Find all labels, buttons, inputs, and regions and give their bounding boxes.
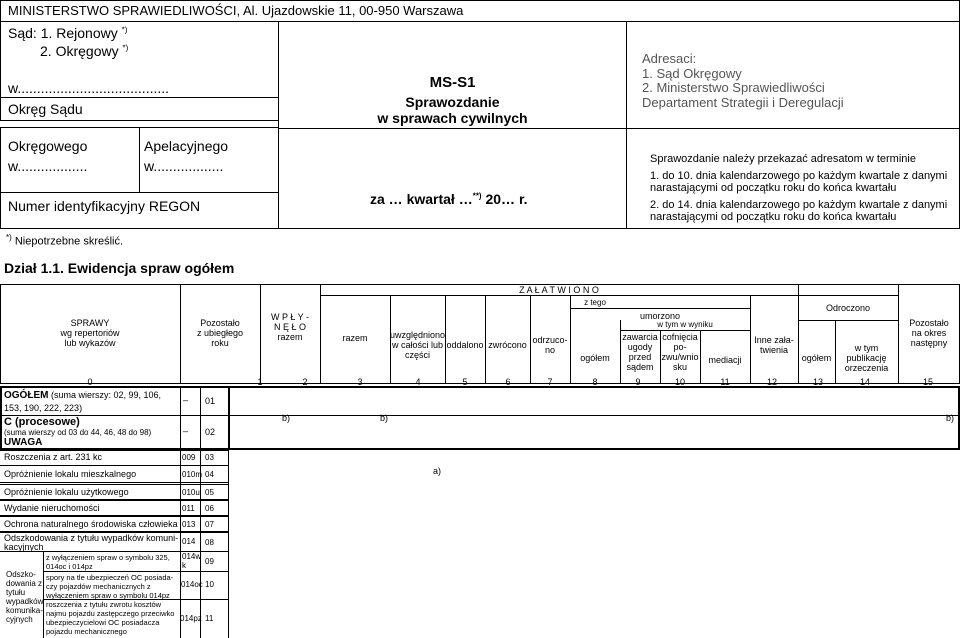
court-option-2: 2. Okręgowy *) (40, 43, 129, 59)
col-number: 4 (415, 377, 421, 387)
divider (200, 386, 201, 638)
divider (0, 450, 228, 451)
col-number: 10 (674, 377, 685, 387)
row-06-code: 011 (182, 504, 195, 513)
divider (228, 450, 229, 638)
col-number: 5 (462, 377, 468, 387)
addressee-1: 1. Sąd Okręgowy (642, 66, 742, 81)
divider (0, 192, 279, 193)
col-mediacji: mediacji (708, 355, 742, 365)
col-number: 13 (812, 377, 823, 387)
row-11-code: 014pz (180, 614, 202, 623)
row-01-label-2: 153, 190, 222, 223) (4, 403, 83, 413)
col-zalatwiono: Z A Ł A T W I O N O (519, 285, 599, 295)
divider (0, 465, 228, 466)
row-04-label: Opróżnienie lokalu mieszkalnego (4, 469, 137, 479)
col-inne: Inne zała- twienia (754, 335, 794, 355)
col-z-tego: z tego (584, 298, 606, 307)
divider (798, 284, 799, 384)
deadline-intro: Sprawozdanie należy przekazać adresatom w terminie (650, 153, 916, 165)
district-w-okregowego: w.................. (8, 158, 88, 174)
divider (0, 484, 228, 485)
form-title-1: Sprawozdanie (405, 94, 500, 110)
col-odroczono-ogolem: ogółem (801, 353, 832, 363)
form-title-2: w sprawach cywilnych (377, 110, 528, 126)
col-number: 2 (302, 377, 308, 387)
district-okregowego: Okręgowego (8, 138, 88, 154)
addressees-label: Adresaci: (642, 51, 697, 66)
col-number: 11 (720, 377, 730, 387)
period: za … kwartał …**) 20… r. (370, 191, 528, 207)
district-w-apelacyjnego: w.................. (144, 158, 224, 174)
col-number: 8 (592, 377, 598, 387)
row-03-label: Roszczenia z art. 231 kc (4, 452, 103, 462)
divider (139, 127, 140, 192)
row-02-label-2: (suma wierszy od 03 do 44, 46, 48 do 98) (4, 428, 152, 437)
col-oddalono: oddalono (446, 340, 484, 350)
col-number: 12 (766, 377, 777, 387)
divider (0, 415, 960, 416)
row-01-label: OGÓŁEM (suma wierszy: 02, 99, 106, (4, 390, 162, 401)
row-09-code: 014w k (182, 552, 202, 570)
divider (570, 308, 750, 309)
col-number: 3 (357, 377, 363, 387)
header-period-box (278, 128, 627, 229)
col-odroczono: Odroczono (825, 303, 871, 313)
mark-b-1: b) (282, 413, 291, 423)
row-07-label: Ochrona naturalnego środowiska człowieka (4, 519, 178, 529)
district-label: Okręg Sądu (8, 101, 83, 117)
form-code: MS-S1 (429, 74, 476, 91)
col-uwzglednionio: uwzględniono w całości lub części (390, 330, 446, 360)
divider (0, 516, 228, 517)
section-title: Dział 1.1. Ewidencja spraw ogółem (4, 260, 235, 276)
col-number: 7 (547, 377, 553, 387)
deadline-2a: 2. do 14. dnia kalendarzowego po każdym kwartale z danymi (650, 199, 948, 211)
row-09-num: 09 (205, 557, 214, 566)
col-umorzono: umorzono (639, 311, 681, 321)
row-02-label-3: UWAGA (4, 437, 43, 448)
divider (43, 571, 228, 572)
deadline-1b: narastającymi od początku roku do końca kwartału (650, 182, 897, 194)
row-05-label: Opróżnienie lokalu użytkowego (4, 487, 129, 497)
data-grid-frame (228, 386, 960, 450)
col-pozostalo: Pozostało z ubiegłego roku (196, 318, 244, 348)
divider (798, 320, 898, 321)
district-apelacyjnego: Apelacyjnego (144, 138, 229, 154)
row-10-code: 014oc (181, 580, 203, 589)
row-04-code: 010m (182, 470, 203, 479)
court-w-line: w....................................... (8, 80, 170, 96)
row-06-num: 06 (205, 504, 214, 513)
regon-label: Numer identyfikacyjny REGON (8, 198, 201, 214)
footnote: *) Niepotrzebne skreślić. (6, 233, 124, 248)
row-06-label: Wydanie nieruchomości (4, 503, 100, 513)
col-publikacje: w tym publikację orzeczenia (844, 343, 889, 373)
divider (180, 386, 181, 638)
court-label: Sąd: 1. Rejonowy *) (8, 25, 128, 41)
row-08-code: 014 (182, 537, 196, 546)
row-08-num: 08 (205, 538, 214, 547)
col-w-tym-w-wyniku: w tym w wyniku (657, 320, 713, 329)
row-02-code: – (183, 426, 189, 436)
row-10-label: spory na tle ubezpieczeń OC posiada- czy pojazdów mechanicznych z wyłączeniem spraw o symbolu 014pz (46, 573, 174, 600)
col-zawarcia: zawarcia ugody przed sądem (622, 332, 658, 372)
row-02-label: C (procesowe) (4, 416, 80, 428)
col-ogolem: ogółem (580, 353, 610, 363)
row-07-num: 07 (205, 520, 214, 529)
mark-a: a) (433, 466, 442, 476)
row-07-code: 013 (182, 520, 196, 529)
col-razem: razem (342, 333, 368, 343)
col-pozostalo-next: Pozostało na okres następny (909, 318, 949, 348)
col-sprawy: SPRAWY wg repertoriów lub wykazów (60, 318, 120, 348)
col-number: 14 (859, 377, 870, 387)
addressee-2: 2. Ministerstwo Sprawiedliwości (642, 80, 825, 95)
divider (320, 295, 898, 296)
row-05-code: 010u (182, 488, 200, 497)
row-01-code: – (183, 395, 189, 405)
col-number: 0 (87, 377, 93, 387)
row-08-label: Odszkodowania z tytułu wypadków komuni- (4, 533, 179, 543)
row-01-num: 01 (205, 396, 216, 406)
ministry-line: MINISTERSTWO SPRAWIEDLIWOŚCI, Al. Ujazdowskie 11, 00-950 Warszawa (8, 3, 464, 18)
row-03-code: 009 (182, 453, 196, 462)
col-number: 15 (922, 377, 933, 387)
col-number: 6 (505, 377, 511, 387)
col-wplynelo: W P Ł Y - N Ę Ł O razem (270, 312, 310, 342)
mark-b-2: b) (380, 413, 389, 423)
row-11-num: 11 (205, 614, 214, 623)
row-08-label-2: kacyjnych (4, 542, 44, 552)
divider (0, 97, 279, 98)
divider (620, 330, 750, 331)
divider (0, 482, 228, 483)
deadline-2b: narastającymi od początku roku do końca kwartału (650, 211, 897, 223)
row-09-label: z wyłączeniem spraw o symbolu 325, 014oc i 014pz (46, 553, 170, 571)
col-zwrocono: zwrócono (488, 340, 527, 350)
col-number: 9 (635, 377, 641, 387)
divider (0, 500, 228, 501)
mark-b-3: b) (946, 413, 955, 423)
col-odrzucono: odrzuco- no (532, 335, 568, 355)
row-10-num: 10 (205, 580, 214, 589)
addressee-2-department: Departament Strategii i Deregulacji (642, 95, 844, 110)
col-number: 1 (257, 377, 263, 387)
row-03-num: 03 (205, 453, 214, 462)
table-header (0, 284, 960, 384)
row-05-num: 05 (205, 488, 214, 497)
subgroup-label: Odszko- dowania z tytułu wypadków komunika- cyjnych (6, 570, 44, 624)
row-02-num: 02 (205, 427, 216, 437)
col-cofniecia: cofnięcia po- zwu/wnio sku (661, 332, 699, 372)
row-04-num: 04 (205, 470, 214, 479)
row-11-label: roszczenia z tytułu zwrotu kosztów najmu pojazdu zastępczego przeciwko ubezpieczycielowi OC posiadacza pojazdu mechanicznego (46, 600, 175, 636)
deadline-1a: 1. do 10. dnia kalendarzowego po każdym kwartale z danymi (650, 170, 948, 182)
